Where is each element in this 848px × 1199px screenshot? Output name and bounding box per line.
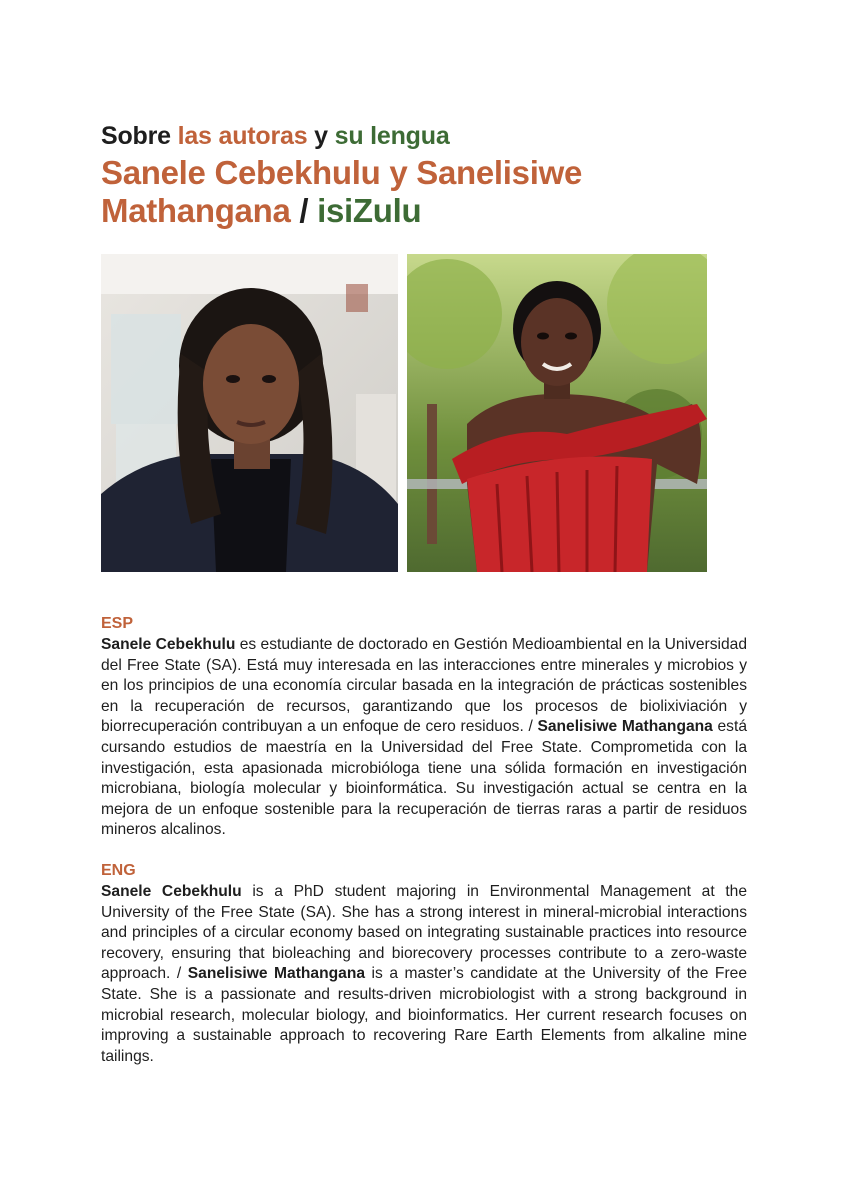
- bio-section-eng: [101, 861, 747, 1067]
- bio-eng-author-1: Sanele Cebekhulu: [101, 883, 242, 900]
- bio-eng-text-2: is a master’s candidate at the University of the Free State. She is a passionate and results-driven microbiologist with a strong background in microbial research, molecular biology, and bioinformatics. Her current research focuses on improving a sustainable approach to recovering Rare Earth Elements from alkaline mine tailings.: [101, 965, 747, 1065]
- kicker-part-1: Sobre: [101, 122, 171, 150]
- language-label-eng: ENG: [101, 862, 136, 879]
- bio-text-eng: [101, 882, 747, 1067]
- portrait-image-2: [407, 254, 707, 572]
- language-name: isiZulu: [317, 192, 422, 229]
- bio-esp-author-1: Sanele Cebekhulu: [101, 636, 236, 653]
- section-kicker: [101, 118, 761, 154]
- kicker-part-4: su lengua: [334, 122, 450, 150]
- authors-title: [101, 154, 761, 230]
- bio-esp-text-1: es estudiante de doctorado en Gestión Medioambiental en la Universidad del Free State (SA). Está muy interesada en las interacciones entre minerales y microbios y en los principios de una economía circular basada en la integración de prácticas sostenibles en la recuperación de recursos, garantizando que los procesos de biolixiviación y biorrecuperación contribuyan a un enfoque de cero residuos. /: [101, 636, 747, 736]
- bio-section-esp: [101, 614, 747, 841]
- kicker-part-2: las autoras: [177, 122, 308, 150]
- authors-line-1: Sanele Cebekhulu y Sanelisiwe: [101, 154, 582, 191]
- portrait-image-1: [101, 254, 398, 572]
- title-separator: /: [290, 192, 318, 229]
- author-photo-2: [407, 254, 707, 572]
- author-photo-1: [101, 254, 398, 572]
- authors-line-2: [101, 192, 761, 230]
- bio-eng-author-2: Sanelisiwe Mathangana: [187, 965, 366, 983]
- bio-esp-text-2: está cursando estudios de maestría en la Universidad del Free State. Comprometida con la investigación, esta apasionada microbióloga tiene una sólida formación en investigación microbiana, biología molecular y bioinformática. Su investigación actual se centra en la mejora de un enfoque sostenible para la recuperación de tierras raras a partir de residuos mineros alcalinos.: [101, 718, 747, 839]
- bio-esp-author-2: Sanelisiwe Mathangana: [537, 718, 713, 736]
- bio-eng-text-1: is a PhD student majoring in Environmental Management at the University of the Free State (SA). She has a strong interest in mineral-microbial interactions and principles of a circular economy based on integrating sustainable practices into resource recovery, ensuring that bioleaching and biorecovery processes contribute to a zero-waste approach. /: [101, 883, 747, 983]
- bio-text-esp: [101, 635, 747, 841]
- kicker-part-3: y: [314, 122, 328, 150]
- language-label-esp: ESP: [101, 615, 134, 632]
- page-header: [101, 118, 761, 230]
- author-surname: Mathangana: [101, 192, 291, 229]
